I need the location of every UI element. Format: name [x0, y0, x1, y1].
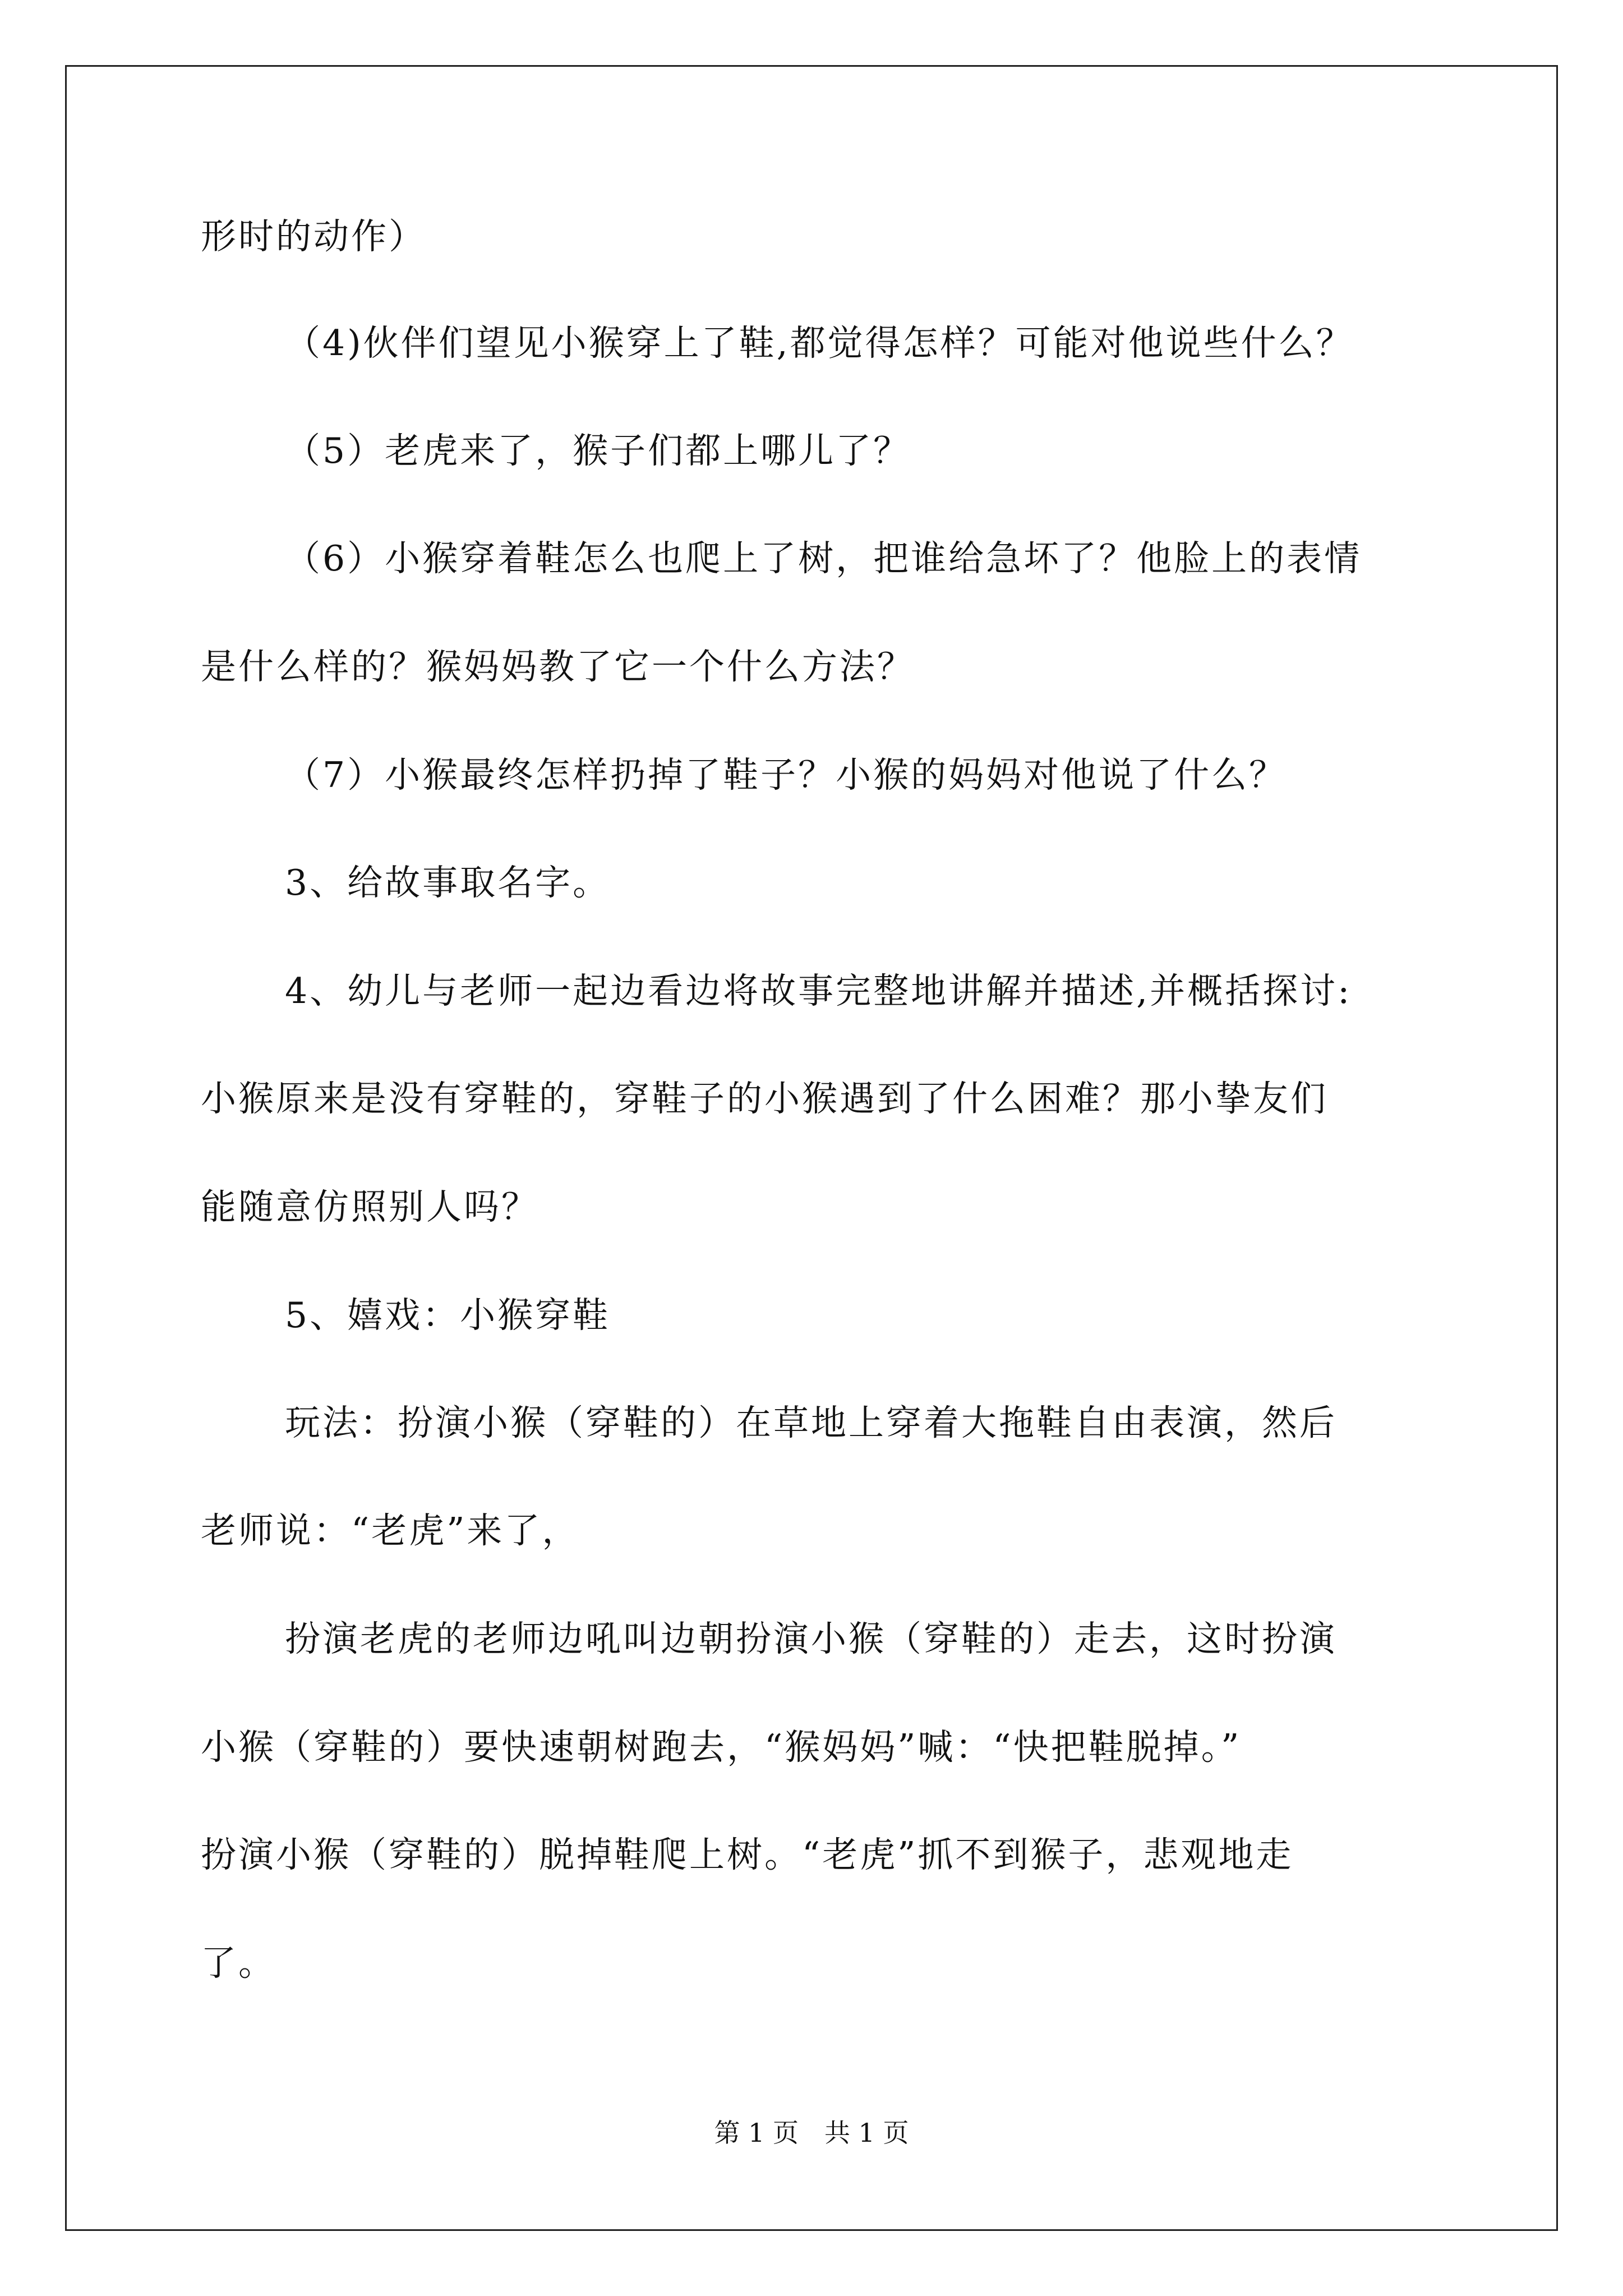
text-line-16: 扮演小猴（穿鞋的）脱掉鞋爬上树。“老虎”抓不到猴子，悲观地走 — [201, 1834, 1294, 1875]
text-line-8: 4、幼儿与老师一起边看边将故事完整地讲解并描述,并概括探讨: — [285, 970, 1352, 1011]
text-line-14: 扮演老虎的老师边吼叫边朝扮演小猴（穿鞋的）走去，这时扮演 — [285, 1618, 1337, 1659]
text-line-3: （5）老虎来了，猴子们都上哪儿了？ — [285, 430, 911, 471]
text-line-12: 玩法：扮演小猴（穿鞋的）在草地上穿着大拖鞋自由表演，然后 — [285, 1402, 1337, 1443]
text-line-11: 5、嬉戏：小猴穿鞋 — [285, 1295, 611, 1336]
page-number-footer: 第 1 页 共 1 页 — [714, 2118, 909, 2148]
text-line-17: 了。 — [201, 1943, 276, 1984]
text-line-4: （6）小猴穿着鞋怎么也爬上了树，把谁给急坏了？他脸上的表情 — [285, 538, 1362, 579]
text-line-6: （7）小猴最终怎样扔掉了鞋子？小猴的妈妈对他说了什么？ — [285, 754, 1287, 795]
text-line-5: 是什么样的？猴妈妈教了它一个什么方法？ — [201, 646, 915, 687]
text-line-15: 小猴（穿鞋的）要快速朝树跑去，“猴妈妈”喊：“快把鞋脱掉。” — [201, 1727, 1242, 1768]
text-line-1: 形时的动作） — [201, 216, 426, 257]
text-line-2: （4)伙伴们望见小猴穿上了鞋,都觉得怎样？可能对他说些什么？ — [285, 323, 1354, 364]
text-line-9: 小猴原来是没有穿鞋的，穿鞋子的小猴遇到了什么困难？那小挚友们 — [201, 1078, 1328, 1119]
page-border — [65, 65, 1558, 2231]
text-line-13: 老师说：“老虎”来了， — [201, 1510, 580, 1551]
text-line-10: 能随意仿照别人吗？ — [201, 1186, 539, 1227]
text-line-7: 3、给故事取名字。 — [285, 862, 611, 903]
